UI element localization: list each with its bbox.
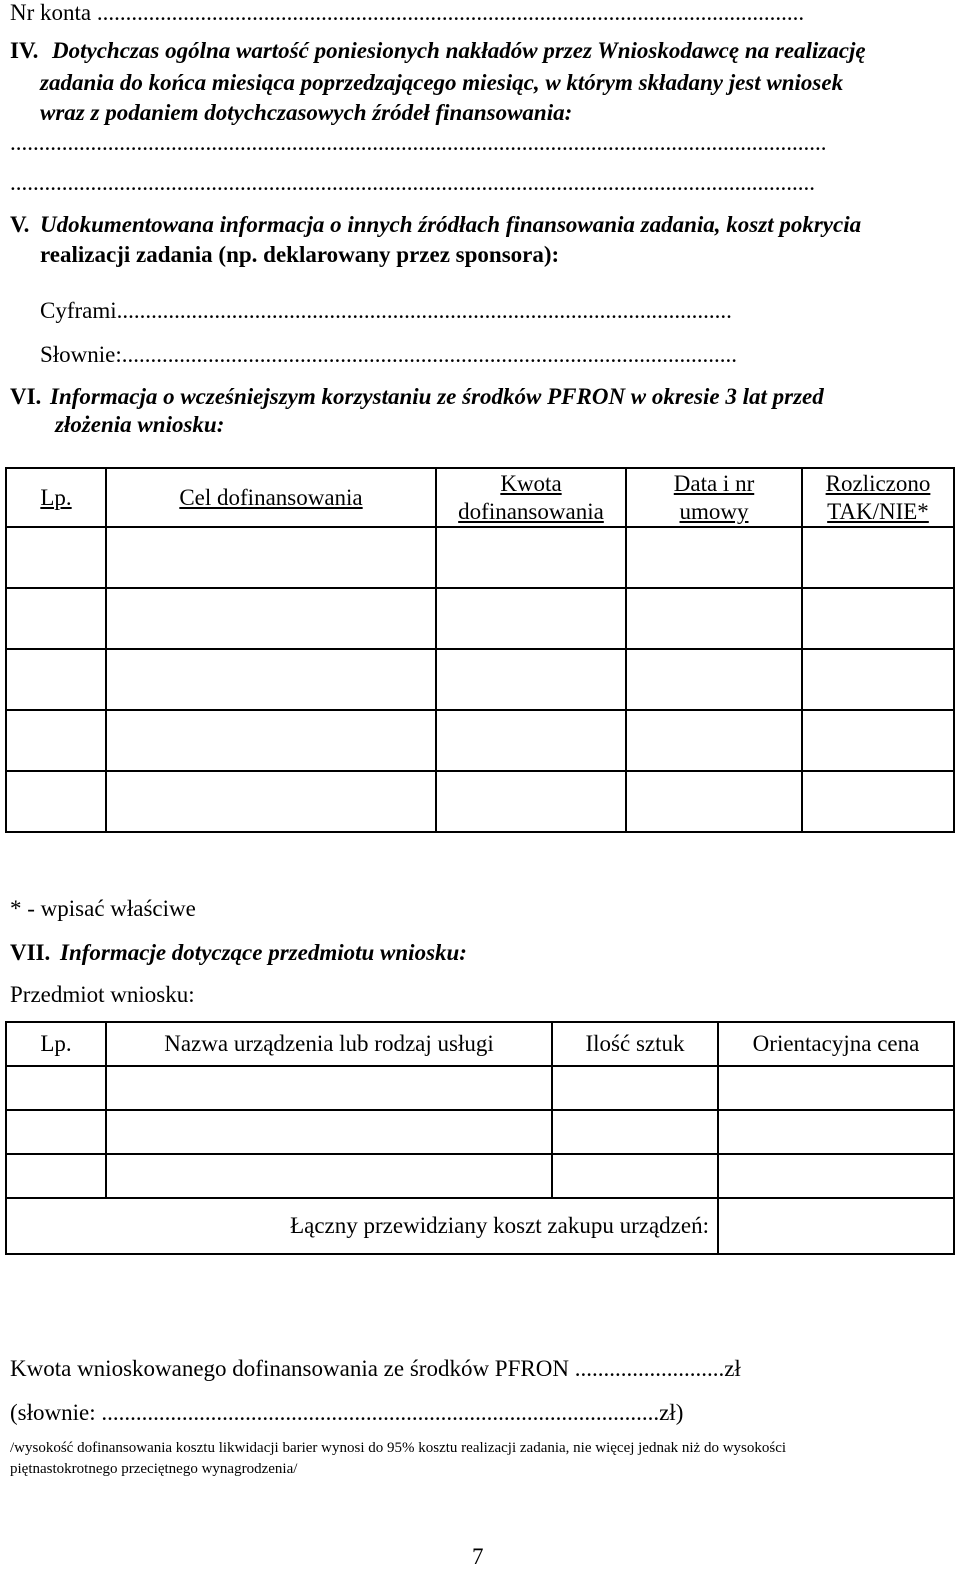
table-row — [6, 771, 954, 832]
section-4-heading-line3: wraz z podaniem dotychczasowych źródeł finansowania: — [40, 100, 573, 125]
account-dots[interactable]: ........................................................................................................................... — [96, 0, 805, 25]
col-price: Orientacyjna cena — [718, 1022, 954, 1066]
funding-amount-line[interactable]: Kwota wnioskowanego dofinansowania ze środków PFRON ..........................zł — [10, 1356, 741, 1381]
total-row — [6, 1198, 954, 1254]
digits-field[interactable]: Cyframi........................................................................................................... — [40, 298, 732, 323]
col-purpose: Cel dofinansowania — [106, 468, 436, 527]
section-5-number: V. — [10, 212, 30, 237]
section-6-heading-line2: złożenia wniosku: — [55, 412, 225, 437]
section-6-heading-line1: Informacja o wcześniejszym korzystaniu ze środków PFRON w okresie 3 lat przed — [50, 384, 824, 409]
total-value[interactable] — [718, 1198, 954, 1254]
col-date-contract: Data i nr umowy — [626, 468, 802, 527]
table-header-row — [6, 1022, 954, 1066]
footnote: * - wpisać właściwe — [10, 896, 196, 921]
page-number: 7 — [472, 1544, 484, 1569]
col-device-name: Nazwa urządzenia lub rodzaj usługi — [106, 1022, 552, 1066]
col-quantity: Ilość sztuk — [552, 1022, 718, 1066]
account-number-line — [10, 0, 804, 26]
pfron-history-table — [5, 467, 955, 833]
table-row — [6, 527, 954, 588]
funding-note-line2: piętnastokrotnego przeciętnego wynagrodzenia/ — [10, 1461, 298, 1477]
subject-label: Przedmiot wniosku: — [10, 982, 195, 1007]
col-lp: Lp. — [6, 1022, 106, 1066]
words-field[interactable]: Słownie:........................................................................................................... — [40, 342, 738, 367]
table-row — [6, 649, 954, 710]
subject-table — [5, 1021, 955, 1255]
funding-note-line1: /wysokość dofinansowania kosztu likwidacji barier wynosi do 95% kosztu realizacji zadania, nie więcej jednak niż do wysokości — [10, 1440, 787, 1456]
total-label: Łączny przewidziany koszt zakupu urządzeń: — [6, 1198, 718, 1254]
section-4-number: IV. — [10, 38, 39, 63]
col-settled: Rozliczono TAK/NIE* — [802, 468, 954, 527]
col-amount: Kwota dofinansowania — [436, 468, 626, 527]
table-header-row — [6, 468, 954, 527]
section-6-number: VI. — [10, 384, 42, 409]
table-row — [6, 588, 954, 649]
account-label: Nr konta — [10, 0, 92, 25]
table-row — [6, 1066, 954, 1110]
section-4-dots-2[interactable]: ............................................................................................................................................ — [10, 170, 815, 195]
table-row — [6, 1154, 954, 1198]
section-4-dots-1[interactable]: .............................................................................................................................................. — [10, 130, 827, 155]
section-5-heading-line1: Udokumentowana informacja o innych źródłach finansowania zadania, koszt pokrycia — [40, 212, 862, 237]
section-7-number: VII. — [10, 940, 51, 965]
section-4-heading-line1: Dotychczas ogólna wartość poniesionych nakładów przez Wnioskodawcę na realizację — [52, 38, 866, 63]
section-4-heading-line2: zadania do końca miesiąca poprzedzającego miesiąc, w którym składany jest wniosek — [40, 70, 844, 95]
table-row — [6, 710, 954, 771]
funding-words-line[interactable]: (słownie: .................................................................................................zł) — [10, 1400, 684, 1425]
table-row — [6, 1110, 954, 1154]
col-lp: Lp. — [6, 468, 106, 527]
section-5-heading-line2: realizacji zadania (np. deklarowany przez sponsora): — [40, 242, 560, 267]
section-7-heading: Informacje dotyczące przedmiotu wniosku: — [60, 940, 467, 965]
